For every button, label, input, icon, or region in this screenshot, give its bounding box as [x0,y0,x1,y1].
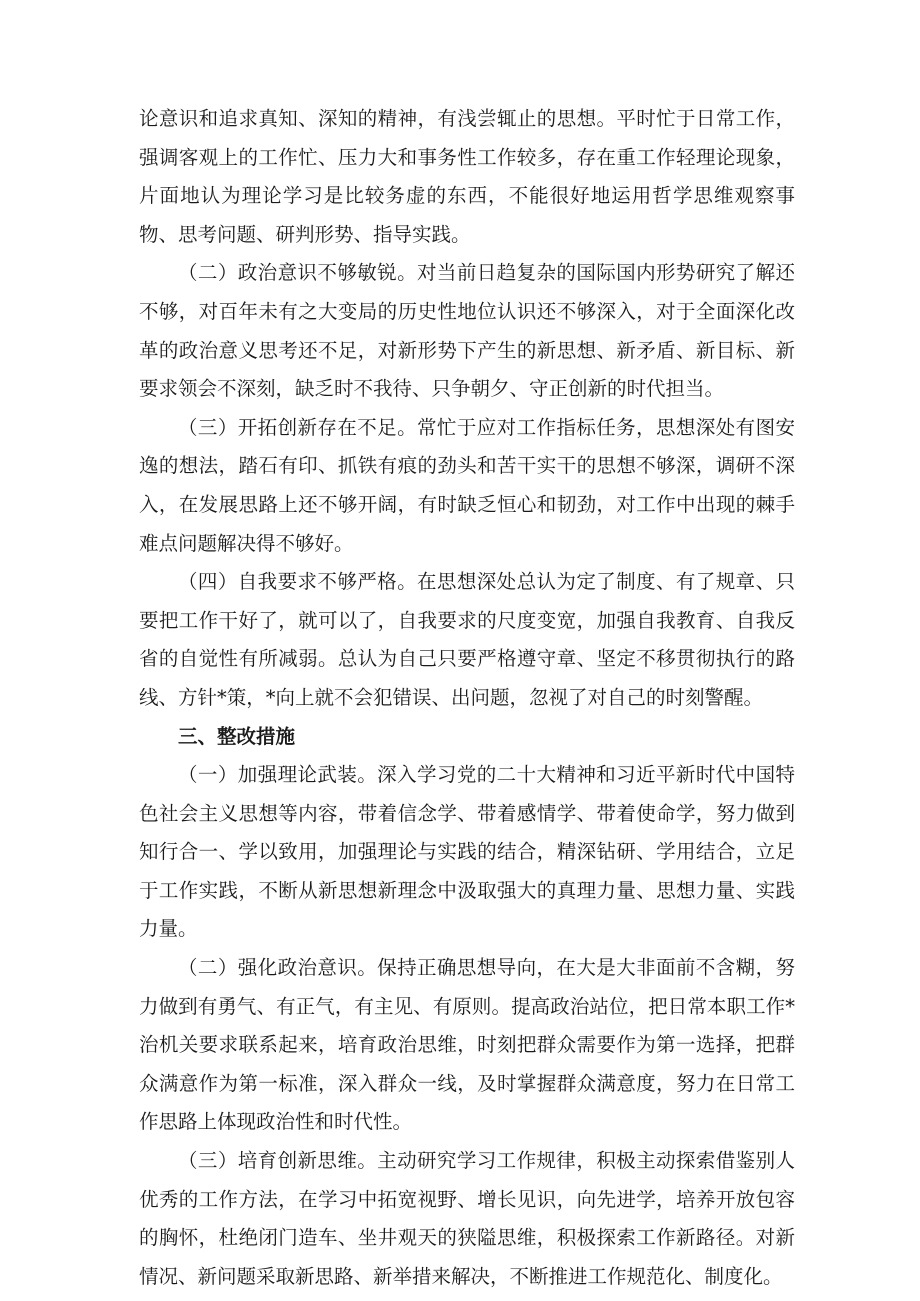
paragraph-political-awareness: （二）政治意识不够敏锐。对当前日趋复杂的国际国内形势研究了解还不够，对百年未有之大变局的历史性地位认识还不够深入，对于全面深化改革的政治意义思考还不足，对新形势下产生的新思想、新矛盾、新目标、新要求领会不深刻，缺乏时不我待、只争朝夕、守正创新的时代担当。 [139,261,795,401]
paragraph-innovation: （三）开拓创新存在不足。常忙于应对工作指标任务，思想深处有图安逸的想法，踏石有印、抓铁有痕的劲头和苦干实干的思想不够深，调研不深入，在发展思路上还不够开阔，有时缺乏恒心和韧劲，对工作中出现的棘手难点问题解决得不够好。 [139,415,795,555]
paragraph-theory-study: （一）加强理论武装。深入学习党的二十大精神和习近平新时代中国特色社会主义思想等内容，带着信念学、带着感情学、带着使命学，努力做到知行合一、学以致用，加强理论与实践的结合，精深钻研、学用结合，立足于工作实践，不断从新思想新理念中汲取强大的真理力量、思想力量、实践力量。 [139,763,795,941]
paragraph-continued: 论意识和追求真知、深知的精神，有浅尝辄止的思想。平时忙于日常工作，强调客观上的工作忙、压力大和事务性工作较多，存在重工作轻理论现象，片面地认为理论学习是比较务虚的东西，不能很好地运用哲学思维观察事物、思考问题、研判形势、指导实践。 [139,107,795,246]
section-heading: 三、整改措施 [178,724,296,748]
paragraph-political-strengthen: （二）强化政治意识。保持正确思想导向，在大是大非面前不含糊，努力做到有勇气、有正气，有主见、有原则。提高政治站位，把日常本职工作*治机关要求联系起来，培育政治思维，时刻把群众需要作为第一选择，把群众满意作为第一标准，深入群众一线，及时掌握群众满意度，努力在日常工作思路上体现政治性和时代性。 [139,956,795,1134]
paragraph-self-discipline: （四）自我要求不够严格。在思想深处总认为定了制度、有了规章、只要把工作干好了，就可以了，自我要求的尺度变宽，加强自我教育、自我反省的自觉性有所减弱。总认为自己只要严格遵守章、坚定不移贯彻执行的路线、方针*策，*向上就不会犯错误、出问题，忽视了对自己的时刻警醒。 [139,570,795,709]
document-body [139,100,795,1296]
paragraph-innovative-thinking: （三）培育创新思维。主动研究学习工作规律，积极主动探索借鉴别人优秀的工作方法，在学习中拓宽视野、增长见识，向先进学，培养开放包容的胸怀，杜绝闭门造车、坐井观天的狭隘思维，积极探索工作新路径。对新情况、新问题采取新思路、新举措来解决，不断推进工作规范化、制度化。 [139,1149,795,1288]
